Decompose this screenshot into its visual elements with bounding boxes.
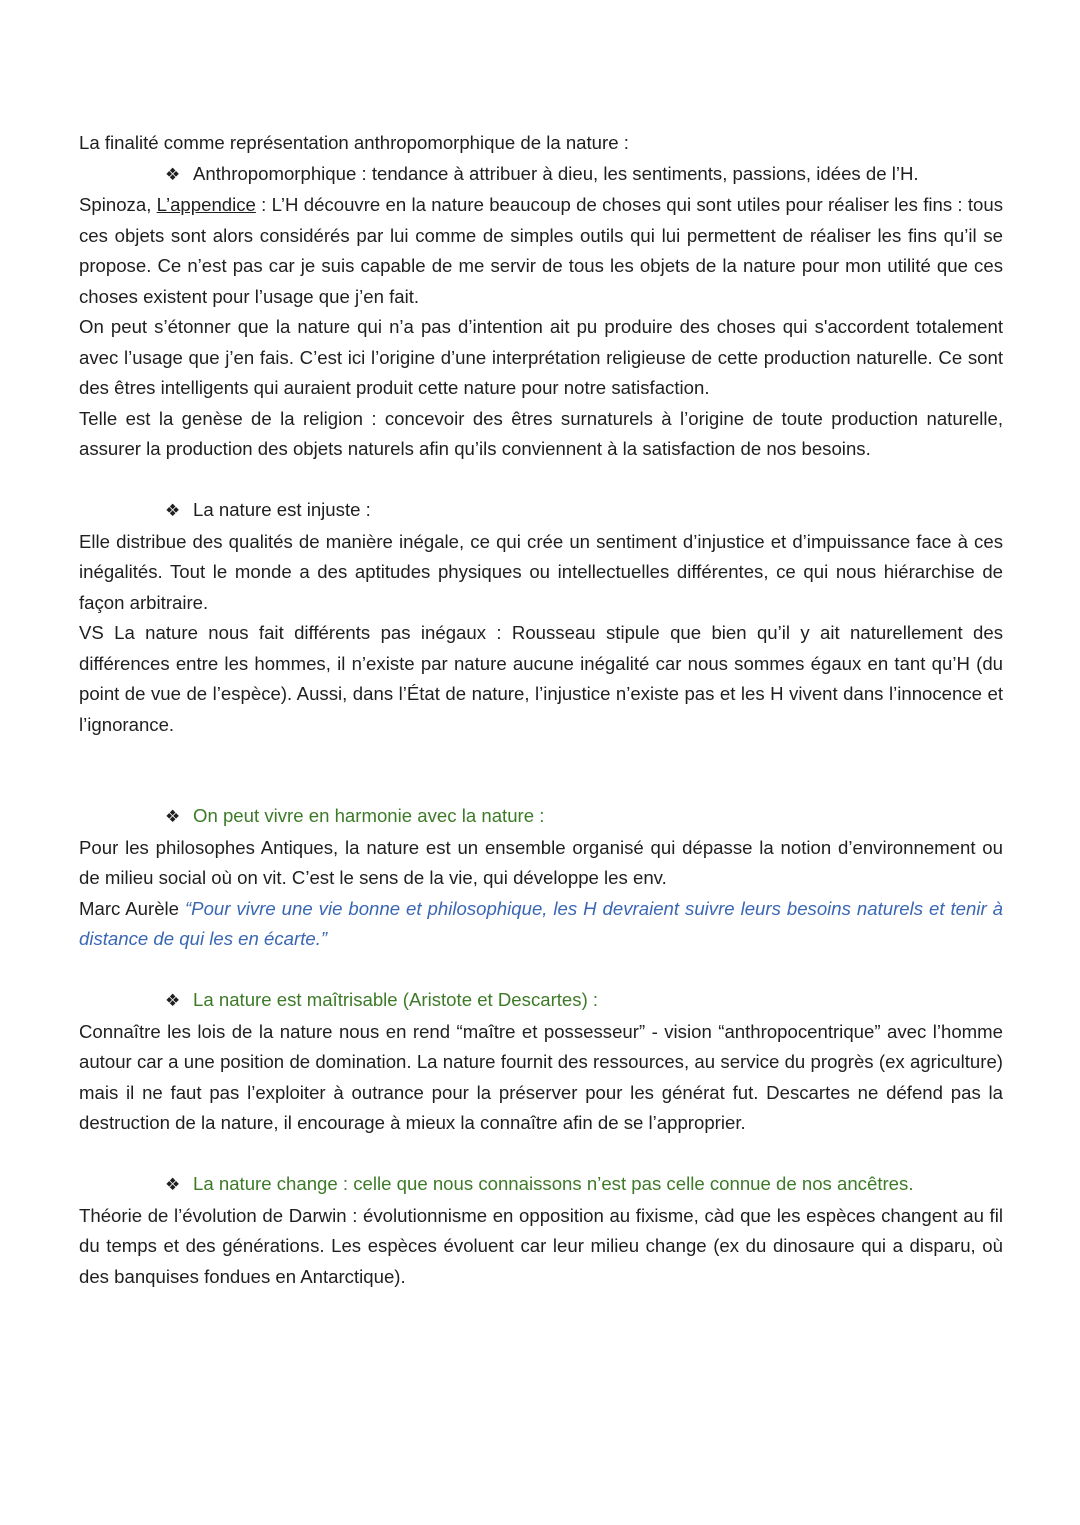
diamond-bullet-icon: ❖	[165, 807, 181, 826]
diamond-bullet-icon: ❖	[165, 991, 181, 1010]
bullet-text: La nature est injuste :	[193, 499, 371, 520]
paragraph-injustice: Elle distribue des qualités de manière inégale, ce qui crée un sentiment d’injustice et d’impuissance face à ces inégalités. Tout le monde a des aptitudes physiques ou intellectuelles différentes, ce qui nous hiérarchise de façon arbitraire.	[79, 530, 1003, 613]
paragraph-text: : L’H découvre en la nature beaucoup de choses qui sont utiles pour réaliser les fins : tous ces objets sont alors considérés par lui comme de simples outils qui lui permettent de réaliser les fins qu’il se propose. Ce n’est pas car je suis capable de me servir de tous les objets de la nature pour mon utilité que ces choses existent pour l’usage que j’en fait.	[79, 194, 1004, 307]
paragraph-genese: Telle est la genèse de la religion : concevoir des êtres surnaturels à l’origine de toute production naturelle, assurer la production des objets naturels afin qu’ils conviennent à la satisfaction de nos besoins.	[79, 407, 1003, 459]
section-heading-finalite: La finalité comme représentation anthropomorphique de la nature :	[79, 132, 629, 153]
spacer	[79, 740, 1003, 801]
paragraph-etonner: On peut s’étonner que la nature qui n’a pas d’intention ait pu produire des choses qui s'accordent totalement avec l’usage que j’en fais. C’est ici l’origine d’une interprétation religieuse de cette production naturelle. Ce sont des êtres intelligents qui auraient produit cette nature pour notre satisfaction.	[79, 316, 1003, 398]
bullet-maitrisable	[79, 985, 1003, 1017]
paragraph-spinoza	[79, 190, 1003, 312]
paragraph-rousseau: VS La nature nous fait différents pas inégaux : Rousseau stipule que bien qu’il y ait naturellement des différences entre les hommes, il n’existe par nature aucune inégalité car nous sommes égaux en tant qu’H (du point de vue de l’espèce). Aussi, dans l’État de nature, l’injustice n’existe pas et les H vivent dans l’innocence et l’ignorance.	[79, 622, 1003, 735]
diamond-bullet-icon: ❖	[165, 164, 181, 184]
bullet-change	[79, 1169, 1003, 1201]
paragraph-darwin: Théorie de l’évolution de Darwin : évolutionnisme en opposition au fixisme, càd que les espèces changent au fil du temps et des générations. Les espèces évoluent car leur milieu change (ex du dinosaure qui a disparu, où des banquises fondues en Antarctique).	[79, 1204, 1003, 1287]
bullet-text: On peut vivre en harmonie avec la nature :	[193, 805, 545, 826]
bullet-harmonie	[79, 801, 1003, 833]
document-page	[79, 128, 1003, 1292]
bullet-anthropomorphique	[79, 159, 1003, 191]
bullet-text: La nature change : celle que nous connaissons n’est pas celle connue de nos ancêtres.	[193, 1173, 914, 1194]
work-title: L’appendice	[156, 194, 256, 215]
paragraph-antiques: Pour les philosophes Antiques, la nature est un ensemble organisé qui dépasse la notion d’environnement ou de milieu social où on vit. C’est le sens de la vie, qui développe les env.	[79, 836, 1003, 888]
quote-text: “Pour vivre une vie bonne et philosophique, les H devraient suivre leurs besoins naturels et tenir à distance de qui les en écarte.”	[79, 897, 1003, 949]
bullet-text: La nature est maîtrisable (Aristote et Descartes) :	[193, 989, 599, 1010]
author-name: Spinoza,	[79, 194, 157, 215]
spacer	[79, 1139, 1003, 1170]
author-name: Marc Aurèle	[79, 897, 185, 919]
bullet-text: Anthropomorphique : tendance à attribuer à dieu, les sentiments, passions, idées de l’H.	[193, 162, 919, 184]
bullet-injuste	[79, 495, 1003, 527]
paragraph-descartes: Connaître les lois de la nature nous en rend “maître et possesseur” - vision “anthropocentrique” avec l’homme autour car a une position de domination. La nature fournit des ressources, au service du progrès (ex agriculture) mais il ne faut pas l’exploiter à outrance pour la préserver pour les générat fut. Descartes ne défend pas la destruction de la nature, il encourage à mieux la connaître afin de se l’approprier.	[79, 1020, 1003, 1133]
spacer	[79, 465, 1003, 496]
diamond-bullet-icon: ❖	[165, 1175, 181, 1194]
spacer	[79, 955, 1003, 986]
diamond-bullet-icon: ❖	[165, 501, 181, 520]
paragraph-marc-aurele	[79, 894, 1003, 955]
